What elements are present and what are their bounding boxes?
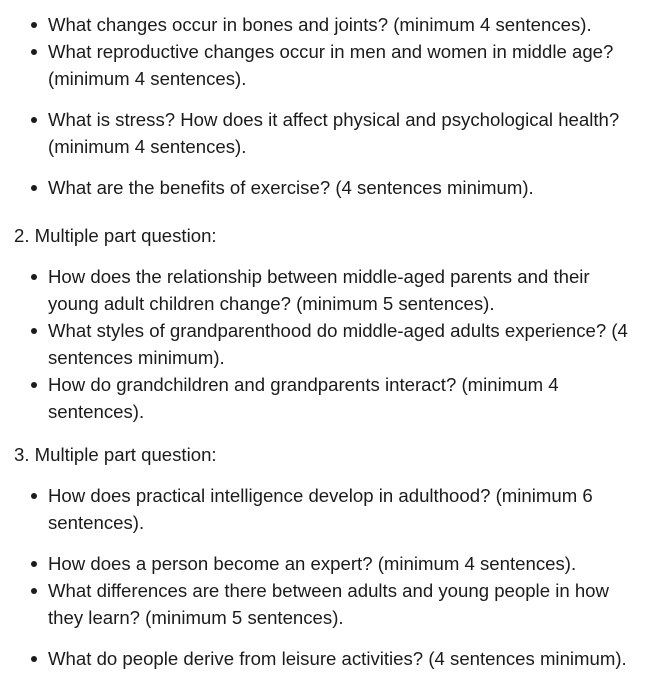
list-item-text: What styles of grandparenthood do middle-aged adults experience? (4 sentences minimum). [48, 320, 628, 368]
list-item-text: What is stress? How does it affect physical and psychological health? (minimum 4 sentences). [48, 109, 620, 157]
list-item-text: How does practical intelligence develop in adulthood? (minimum 6 sentences). [48, 485, 593, 533]
list-item-text: What differences are there between adults and young people in how they learn? (minimum 5 sentences). [48, 580, 609, 628]
list-item [0, 11, 648, 38]
list-item [0, 550, 648, 577]
list-item [0, 106, 648, 160]
section-2-list [0, 263, 648, 425]
bullet-icon [31, 588, 37, 594]
list-item-text: How do grandchildren and grandparents interact? (minimum 4 sentences). [48, 374, 559, 422]
list-item [0, 482, 648, 536]
list-item-text: What changes occur in bones and joints? (minimum 4 sentences). [48, 14, 592, 35]
list-item-text: What do people derive from leisure activities? (4 sentences minimum). [48, 648, 627, 669]
list-item [0, 577, 648, 631]
list-item [0, 38, 648, 92]
bullet-icon [31, 328, 37, 334]
list-item [0, 174, 648, 201]
list-item-text: What are the benefits of exercise? (4 sentences minimum). [48, 177, 534, 198]
section-2-heading: 2. Multiple part question: [14, 225, 217, 246]
bullet-icon [31, 274, 37, 280]
bullet-icon [31, 185, 37, 191]
list-item-text: How does the relationship between middle-aged parents and their young adult children change? (minimum 5 sentences). [48, 266, 590, 314]
list-item [0, 317, 648, 371]
list-item-text: What reproductive changes occur in men and women in middle age? (minimum 4 sentences). [48, 41, 614, 89]
bullet-icon [31, 382, 37, 388]
bullet-icon [31, 656, 37, 662]
bullet-icon [31, 49, 37, 55]
list-item-text: How does a person become an expert? (minimum 4 sentences). [48, 553, 577, 574]
list-item [0, 371, 648, 425]
bullet-icon [31, 22, 37, 28]
list-item [0, 263, 648, 317]
bullet-icon [31, 561, 37, 567]
list-item [0, 645, 648, 672]
section-3-list [0, 482, 648, 672]
bullet-icon [31, 117, 37, 123]
section-3-heading: 3. Multiple part question: [14, 444, 217, 465]
bullet-icon [31, 493, 37, 499]
section-1-list [0, 11, 648, 201]
